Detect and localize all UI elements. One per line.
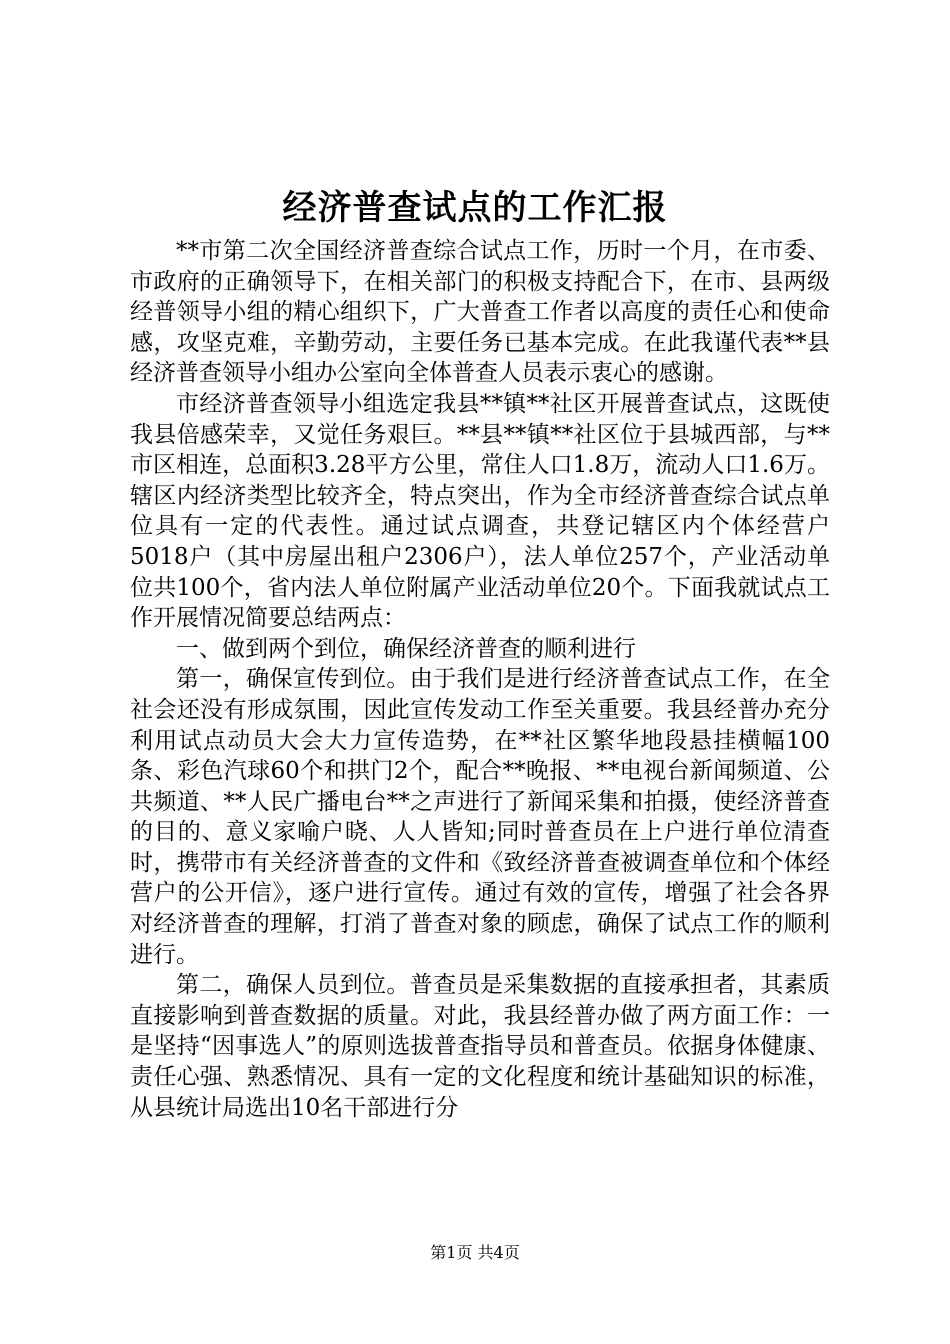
page-footer: 第1页 共4页 — [430, 1243, 520, 1262]
paragraph: 第二，确保人员到位。普查员是采集数据的直接承担者，其素质直接影响到普查数据的质量。对此，我县经普办做了两方面工作：一是坚持“因事选人”的原则选拔普查指导员和普查员。依据身体健康、责任心强、熟悉情况、具有一定的文化程度和统计基础知识的标准，从县统计局选出10名干部进行分 — [130, 972, 830, 1121]
document-body — [130, 236, 830, 1123]
paragraph: **市第二次全国经济普查综合试点工作，历时一个月，在市委、市政府的正确领导下，在相关部门的积极支持配合下，在市、县两级经普领导小组的精心组织下，广大普查工作者以高度的责任心和使命感，攻坚克难，辛勤劳动，主要任务已基本完成。在此我谨代表**县经济普查领导小组办公室向全体普查人员表示衷心的感谢。 — [130, 238, 830, 387]
paragraph: 市经济普查领导小组选定我县**镇**社区开展普查试点，这既使我县倍感荣幸，又觉任务艰巨。**县**镇**社区位于县城西部，与**市区相连，总面积3.28平方公里，常住人口1.8万，流动人口1.6万。辖区内经济类型比较齐全，特点突出，作为全市经济普查综合试点单位具有一定的代表性。通过试点调查，共登记辖区内个体经营户5018户（其中房屋出租户2306户），法人单位257个，产业活动单位共100个，省内法人单位附属产业活动单位20个。下面我就试点工作开展情况简要总结两点： — [130, 390, 830, 632]
paragraph: 第一，确保宣传到位。由于我们是进行经济普查试点工作，在全社会还没有形成氛围，因此宣传发动工作至关重要。我县经普办充分利用试点动员大会大力宣传造势，在**社区繁华地段悬挂横幅100条、彩色汽球60个和拱门2个，配合**晚报、**电视台新闻频道、公共频道、**人民广播电台**之声进行了新闻采集和拍摄，使经济普查的目的、意义家喻户晓、人人皆知;同时普查员在上户进行单位清查时，携带市有关经济普查的文件和《致经济普查被调查单位和个体经营户的公开信》，逐户进行宣传。通过有效的宣传，增强了社会各界对经济普查的理解，打消了普查对象的顾虑，确保了试点工作的顺利进行。 — [130, 666, 830, 968]
section-heading: 一、做到两个到位，确保经济普查的顺利进行 — [176, 635, 636, 662]
document-title: 经济普查试点的工作汇报 — [282, 188, 668, 228]
